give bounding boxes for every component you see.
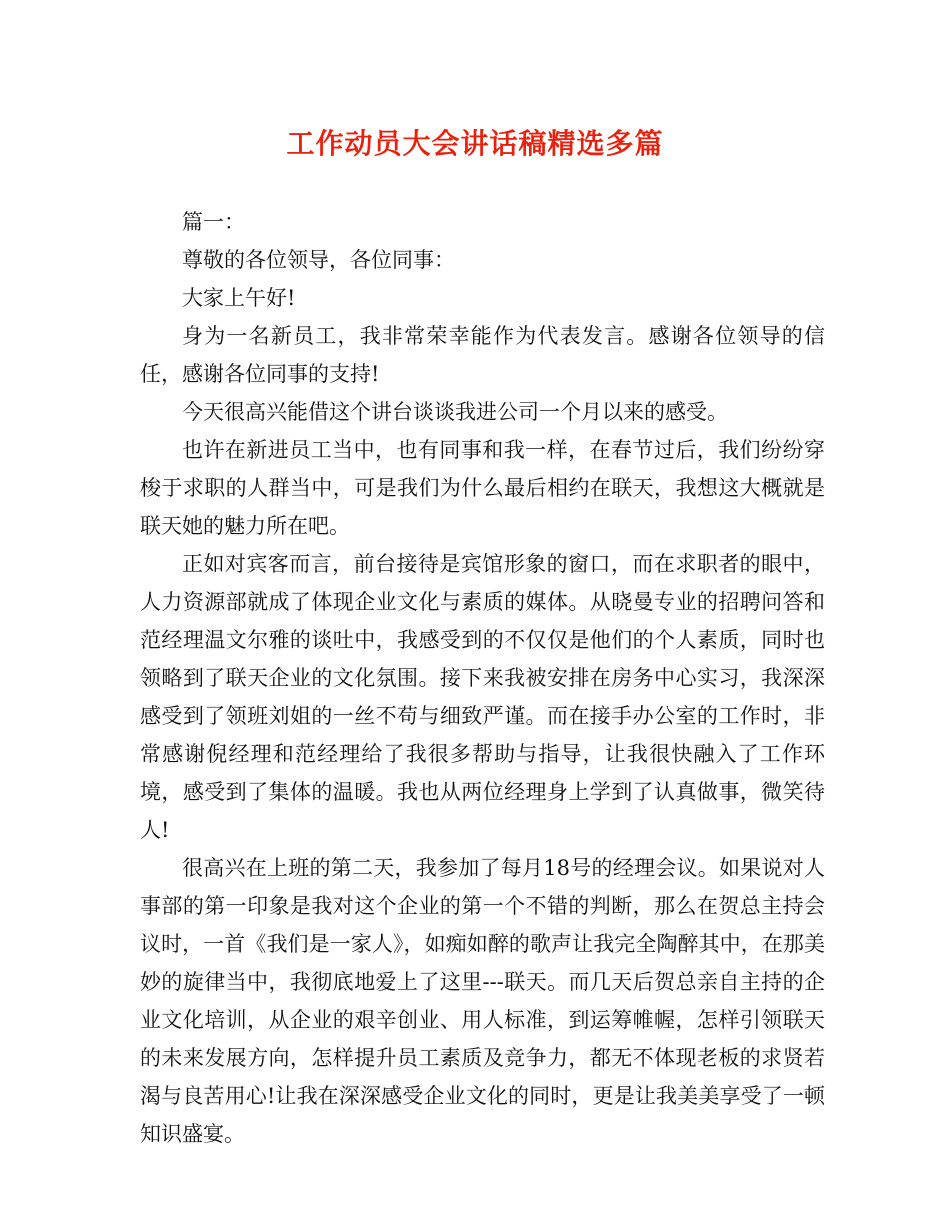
greeting: 大家上午好!: [182, 286, 296, 310]
document-body: [140, 203, 825, 1153]
paragraph: 身为一名新员工，我非常荣幸能作为代表发言。感谢各位领导的信任，感谢各位同事的支持!: [140, 324, 825, 386]
section-heading: 篇一：: [182, 210, 245, 234]
document-title: 工作动员大会讲话稿精选多篇: [286, 127, 664, 160]
paragraph: 今天很高兴能借这个讲台谈谈我进公司一个月以来的感受。: [182, 400, 728, 424]
paragraph: 也许在新进员工当中，也有同事和我一样，在春节过后，我们纷纷穿梭于求职的人群当中，可是我们为什么最后相约在联天，我想这大概就是联天她的魅力所在吧。: [140, 438, 825, 538]
paragraph: 正如对宾客而言，前台接待是宾馆形象的窗口，而在求职者的眼中，人力资源部就成了体现企业文化与素质的媒体。从晓曼专业的招聘问答和范经理温文尔雅的谈吐中，我感受到的不仅仅是他们的个人素质，同时也领略到了联天企业的文化氛围。接下来我被安排在房务中心实习，我深深感受到了领班刘姐的一丝不苟与细致严谨。而在接手办公室的工作时，非常感谢倪经理和范经理给了我很多帮助与指导，让我很快融入了工作环境，感受到了集体的温暖。我也从两位经理身上学到了认真做事，微笑待人!: [140, 552, 825, 842]
paragraph: 很高兴在上班的第二天，我参加了每月18号的经理会议。如果说对人事部的第一印象是我对这个企业的第一个不错的判断，那么在贺总主持会议时，一首《我们是一家人》，如痴如醉的歌声让我完全陶醉其中，在那美妙的旋律当中，我彻底地爱上了这里---联天。而几天后贺总亲自主持的企业文化培训，从企业的艰辛创业、用人标准，到运筹帷幄，怎样引领联天的未来发展方向，怎样提升员工素质及竞争力，都无不体现老板的求贤若渴与良苦用心!让我在深深感受企业文化的同时，更是让我美美享受了一顿知识盛宴。: [140, 856, 825, 1146]
salutation: 尊敬的各位领导，各位同事：: [182, 248, 455, 272]
